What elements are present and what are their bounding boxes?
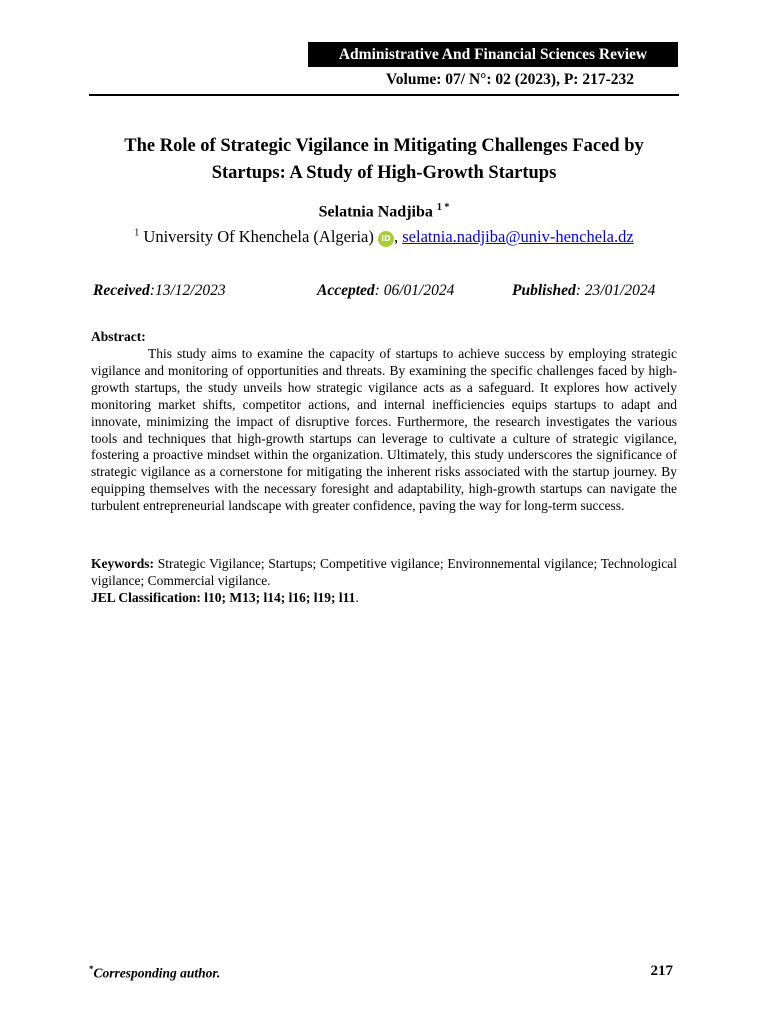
footnote-text: Corresponding author. [93, 965, 221, 981]
author-email-link[interactable]: selatnia.nadjiba@univ-henchela.dz [402, 227, 634, 246]
keywords-text: Strategic Vigilance; Startups; Competitive vigilance; Environnemental vigilance; Technological vigilance; Commercial vigilance. [91, 556, 678, 588]
author-line [89, 202, 679, 221]
abstract-heading: Abstract: [91, 329, 146, 344]
published-date [512, 282, 655, 300]
accepted-date [317, 282, 454, 300]
affiliation-superscript: 1 [134, 227, 140, 239]
abstract-text: This study aims to examine the capacity of startups to achieve success by employing strategic vigilance and monitoring of opportunities and threats. By examining the specific challenges faced by high-growth startups, the study unveils how strategic vigilance acts as a safeguard. It explores how actively monitoring market shifts, competitor actions, and internal inefficiencies equips startups to adapt and innovate, minimizing the impact of disruptive forces. Furthermore, the research investigates the various tools and techniques that high-growth startups can leverage to cultivate a culture of strategic vigilance, fostering a proactive mindset within the organization. Ultimately, this study underscores the significance of strategic vigilance as a cornerstone for mitigating the inherent risks associated with the startup journey. By equipping themselves with the necessary foresight and adaptability, high-growth startups can navigate the turbulent entrepreneurial landscape with greater confidence, paving the way for long-term success. [91, 346, 677, 514]
title-line-1: The Role of Strategic Vigilance in Mitigating Challenges Faced by [124, 136, 644, 156]
footnote-mark: * [89, 964, 94, 974]
keywords-section [91, 555, 677, 589]
journal-name-banner: Administrative And Financial Sciences Review [308, 42, 678, 67]
title-line-2: Startups: A Study of High-Growth Startups [211, 163, 557, 183]
orcid-icon[interactable]: iD [378, 231, 394, 247]
header-divider [89, 94, 679, 96]
received-label: Received [93, 282, 150, 299]
accepted-label: Accepted [317, 282, 375, 299]
article-title [89, 133, 679, 187]
author-name: Selatnia Nadjiba [318, 203, 433, 221]
published-label: Published [512, 282, 576, 299]
affiliation-separator: , [394, 227, 399, 246]
affiliation-line [89, 227, 679, 247]
volume-info: Volume: 07/ N°: 02 (2023), P: 217-232 [386, 71, 634, 88]
jel-end: . [355, 590, 359, 605]
author-superscript: 1 * [436, 202, 450, 213]
keywords-label: Keywords: [91, 556, 154, 571]
accepted-value: : 06/01/2024 [374, 282, 455, 299]
jel-label: JEL Classification: l10; M13; l14; l16; l19; l11 [91, 590, 356, 605]
page-number: 217 [650, 963, 673, 979]
jel-classification [91, 590, 359, 606]
received-date [93, 282, 226, 300]
published-value: : 23/01/2024 [575, 282, 656, 299]
corresponding-author-footnote [89, 964, 220, 982]
received-value: :13/12/2023 [149, 282, 226, 299]
affiliation-name: University Of Khenchela (Algeria) [143, 227, 374, 246]
